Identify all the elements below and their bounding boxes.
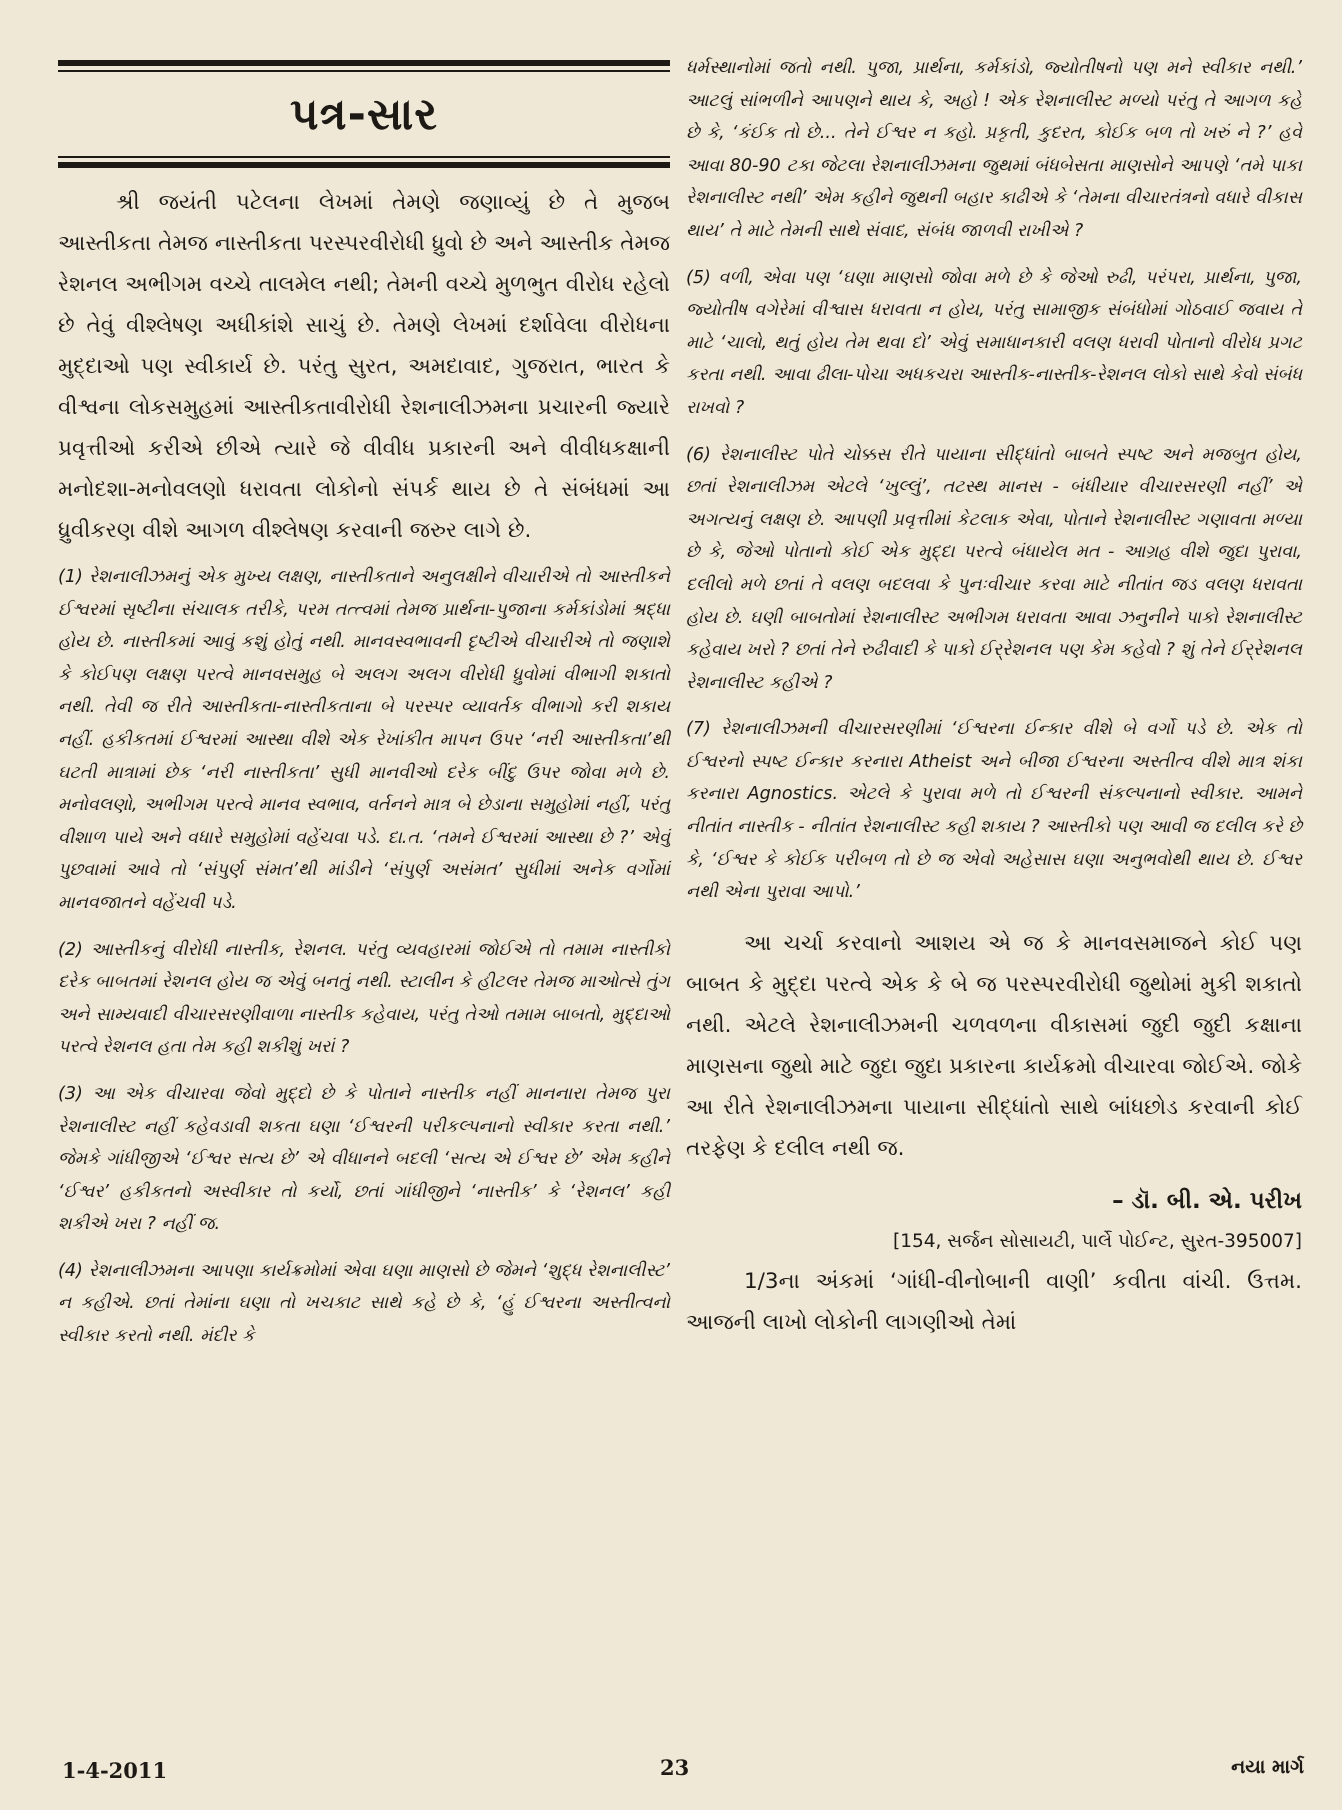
bottom-thin-rule: [58, 156, 670, 158]
next-letter-paragraph: 1/3ના અંકમાં ‘ગાંધી-વીનોબાની વાણી’ કવીતા વાંચી. ઉત્તમ. આજની લાખો લોકોની લાગણીઓ તેમાં: [686, 1268, 1302, 1335]
point-4-paragraph-continued: ધર્મસ્થાનોમાં જતો નથી. પુજા, પ્રાર્થના, કર્મકાંડો, જ્યોતીષનો પણ મને સ્વીકાર નથી.’ આટલું સાંભળીને આપણને થાય કે, અહો ! એક રેશનાલીસ્ટ મળ્યો પરંતુ તે આગળ કહે છે કે, ‘કંઈક તો છે... તેને ઈશ્વર ન કહો. પ્રકૃતી, કુદરત, કોઈક બળ તો ખરું ને ?’ હવે આવા 80-90 ટકા જેટલા રેશનાલીઝમના જુથમાં બંધબેસતા માણસોને આપણે ‘તમે પાકા રેશનાલીસ્ટ નથી’ એમ કહીને જુથની બહાર કાઢીએ કે ‘તેમના વીચારતંત્રનો વધારે વીકાસ થાય’ તે માટે તેમની સાથે સંવાદ, સંબંધ જાળવી રાખીએ ?: [686, 58, 1302, 241]
left-column: [58, 60, 670, 1365]
issue-date: 1-4-2011: [62, 1758, 168, 1783]
top-thin-rule: [58, 70, 670, 72]
point-4-paragraph-start: (4) રેશનાલીઝમના આપણા કાર્યક્રમોમાં એવા ઘણા માણસો છે જેમને ‘શુદ્ધ રેશનાલીસ્ટ’ ન કહીએ. છતાં તેમાંના ઘણા તો ખચકાટ સાથે કહે છે કે, ‘હું ઈશ્વરના અસ્તીત્વનો સ્વીકાર કરતો નથી. મંદીર કે: [58, 1260, 670, 1347]
point-2-paragraph: (2) આસ્તીકનું વીરોધી નાસ્તીક, રેશનલ. પરંતુ વ્યવહારમાં જોઈએ તો તમામ નાસ્તીકો દરેક બાબતમાં રેશનલ હોય જ એવું બનતું નથી. સ્ટાલીન કે હીટલર તેમજ માઓત્સે તુંગ અને સામ્યવાદી વીચારસરણીવાળા નાસ્તીક કહેવાય, પરંતુ તેઓ તમામ બાબતો, મુદ્દાઓ પરત્વે રેશનલ હતા તેમ કહી શકીશું ખરાં ?: [58, 939, 670, 1058]
point-7-paragraph: (7) રેશનાલીઝમની વીચારસરણીમાં ‘ઈશ્વરના ઈન્કાર વીશે બે વર્ગો પડે છે. એક તો ઈશ્વરનો સ્પષ્ટ ઈન્કાર કરનારા Atheist અને બીજા ઈશ્વરના અસ્તીત્વ વીશે માત્ર શંકા કરનારા Agnostics. એટલે કે પુરાવા મળે તો ઈશ્વરની સંકલ્પનાનો સ્વીકાર. આમને નીતાંત નાસ્તીક - નીતાંત રેશનાલીસ્ટ કહી શકાય ? આસ્તીકો પણ આવી જ દલીલ કરે છે કે, ‘ઈશ્વર કે કોઈક પરીબળ તો છે જ એવો અહેસાસ ઘણા અનુભવોથી થાય છે. ઈશ્વર નથી એના પુરાવા આપો.’: [686, 719, 1302, 903]
right-column: [686, 52, 1302, 1343]
bottom-thick-rule: [58, 162, 670, 168]
page-title: પત્ર-સાર: [289, 89, 439, 140]
top-thick-rule: [58, 60, 670, 66]
journal-name: નયા માર્ગ: [1231, 1756, 1304, 1778]
point-6-paragraph: (6) રેશનાલીસ્ટ પોતે ચોક્કસ રીતે પાયાના સીદ્ધાંતો બાબતે સ્પષ્ટ અને મજબુત હોય, છતાં રેશનાલીઝમ એટલે ‘ખુલ્લું’, તટસ્થ માનસ - બંધીયાર વીચારસરણી નહીં’ એ અગત્યનું લક્ષણ છે. આપણી પ્રવૃત્તીમાં કેટલાક એવા, પોતાને રેશનાલીસ્ટ ગણાવતા મળ્યા છે કે, જેઓ પોતાનો કોઈ એક મુદ્દા પરત્વે બંધાયેલ મત - આગ્રહ વીશે જુદા પુરાવા, દલીલો મળે છતાં તે વલણ બદલવા કે પુનઃવીચાર કરવા માટે નીતાંત જડ વલણ ધરાવતા હોય છે. ઘણી બાબતોમાં રેશનાલીસ્ટ અભીગમ ધરાવતા આવા ઝનુનીને પાકો રેશનાલીસ્ટ કહેવાય ખરો ? છતાં તેને રુઢીવાદી કે પાકો ઈર્‌રેશનલ પણ કેમ કહેવો ? શું તેને ઈર્‌રેશનલ રેશનાલીસ્ટ કહીએ ?: [686, 444, 1302, 693]
intro-paragraph: શ્રી જયંતી પટેલના લેખમાં તેમણે જણાવ્યું છે તે મુજબ આસ્તીકતા તેમજ નાસ્તીકતા પરસ્પરવીરોધી ધ્રુવો છે અને આસ્તીક તેમજ રેશનલ અભીગમ વચ્ચે તાલમેલ નથી; તેમની વચ્ચે મુળભુત વીરોધ રહેલો છે તેવું વીશ્લેષણ અધીકાંશે સાચું છે. તેમણે લેખમાં દર્શાવેલા વીરોધના મુદ્દાઓ પણ સ્વીકાર્ય છે. પરંતુ સુરત, અમદાવાદ, ગુજરાત, ભારત કે વીશ્વના લોકસમુહમાં આસ્તીકતાવીરોધી રેશનાલીઝમના પ્રચારની જ્યારે પ્રવૃત્તીઓ કરીએ છીએ ત્યારે જે વીવીધ પ્રકારની અને વીવીધકક્ષાની મનોદશા-મનોવલણો ધરાવતા લોકોનો સંપર્ક થાય છે તે સંબંધમાં આ ધ્રુવીકરણ વીશે આગળ વીશ્લેષણ કરવાની જરુર લાગે છે.: [58, 190, 670, 543]
section-heading: [58, 60, 670, 168]
author-signature: – ડૉ. બી. એ. પરીખ: [1112, 1187, 1302, 1214]
author-address: [154, સર્જન સોસાયટી, પાર્લે પોઈન્ટ, સુરત-395007]: [893, 1230, 1302, 1252]
conclusion-paragraph: આ ચર્ચા કરવાનો આશય એ જ કે માનવસમાજને કોઈ પણ બાબત કે મુદ્દા પરત્વે એક કે બે જ પરસ્પરવીરોધી જુથોમાં મુકી શકાતો નથી. એટલે રેશનાલીઝમની ચળવળના વીકાસમાં જુદી જુદી કક્ષાના માણસના જુથો માટે જુદા જુદા પ્રકારના કાર્યક્રમો વીચારવા જોઈએ. જોકે આ રીતે રેશનાલીઝમના પાયાના સીદ્ધાંતો સાથે બાંધછોડ કરવાની કોઈ તરફેણ કે દલીલ નથી જ.: [686, 930, 1302, 1161]
point-5-paragraph: (5) વળી, એવા પણ ‘ઘણા માણસો જોવા મળે છે કે જેઓ રુઢી, પરંપરા, પ્રાર્થના, પુજા, જ્યોતીષ વગેરેમાં વીશ્વાસ ધરાવતા ન હોય, પરંતુ સામાજીક સંબંધોમાં ગોઠવાઈ જવાય તે માટે ‘ચાલો, થતું હોય તેમ થવા દો’ એવું સમાધાનકારી વલણ ધરાવી પોતાનો વીરોધ પ્રગટ કરતા નથી. આવા ઢીલા-પોચા અધકચરા આસ્તીક-નાસ્તીક-રેશનલ લોકો સાથે કેવો સંબંધ રાખવો ?: [686, 267, 1302, 418]
page-footer: [0, 1755, 1342, 1794]
page-number: 23: [660, 1755, 690, 1780]
point-3-paragraph: (3) આ એક વીચારવા જેવો મુદ્દો છે કે પોતાને નાસ્તીક નહીં માનનારા તેમજ પુરા રેશનાલીસ્ટ નહીં કહેવડાવી શકતા ઘણા ‘ઈશ્વરની પરીકલ્પનાનો સ્વીકાર કરતા નથી.’ જેમકે ગાંધીજીએ ‘ઈશ્વર સત્ય છે’ એ વીધાનને બદલી ‘સત્ય એ ઈશ્વર છે’ એમ કહીને ‘ઈશ્વર’ હકીકતનો અસ્વીકાર તો કર્યો, છતાં ગાંધીજીને ‘નાસ્તીક’ કે ‘રેશનલ’ કહી શકીએ ખરા ? નહીં જ.: [58, 1083, 670, 1235]
point-1-paragraph: (1) રેશનાલીઝમનું એક મુખ્ય લક્ષણ, નાસ્તીકતાને અનુલક્ષીને વીચારીએ તો આસ્તીકને ઈશ્વરમાં સૃષ્ટીના સંચાલક તરીકે, પરમ તત્ત્વમાં તેમજ પ્રાર્થના-પુજાના કર્મકાંડોમાં શ્રદ્ધા હોય છે. નાસ્તીકમાં આવું કશું હોતું નથી. માનવસ્વભાવની દૃષ્ટીએ વીચારીએ તો જણાશે કે કોઈપણ લક્ષણ પરત્વે માનવસમુહ બે અલગ અલગ વીરોધી ધ્રુવોમાં વીભાગી શકાતો નથી. તેવી જ રીતે આસ્તીકતા-નાસ્તીકતાના બે પરસ્પર વ્યાવર્તક વીભાગો કરી શકાય નહીં. હકીકતમાં ઈશ્વરમાં આસ્થા વીશે એક રેખાંકીત માપન ઉપર ‘નરી આસ્તીકતા’થી ઘટતી માત્રામાં છેક ‘નરી નાસ્તીકતા’ સુધી માનવીઓ દરેક બીંદુ ઉપર જોવા મળે છે. મનોવલણો, અભીગમ પરત્વે માનવ સ્વભાવ, વર્તનને માત્ર બે છેડાના સમુહોમાં નહીં, પરંતુ વીશાળ પાયે અને વધારે સમુહોમાં વહેંચવા પડે. દા.ત. ‘તમને ઈશ્વરમાં આસ્થા છે ?’ એવું પુછવામાં આવે તો ‘સંપુર્ણ સંમત’થી માંડીને ‘સંપુર્ણ અસંમત’ સુધીમાં અનેક વર્ગોમાં માનવજાતને વહેંચવી પડે.: [58, 567, 670, 913]
